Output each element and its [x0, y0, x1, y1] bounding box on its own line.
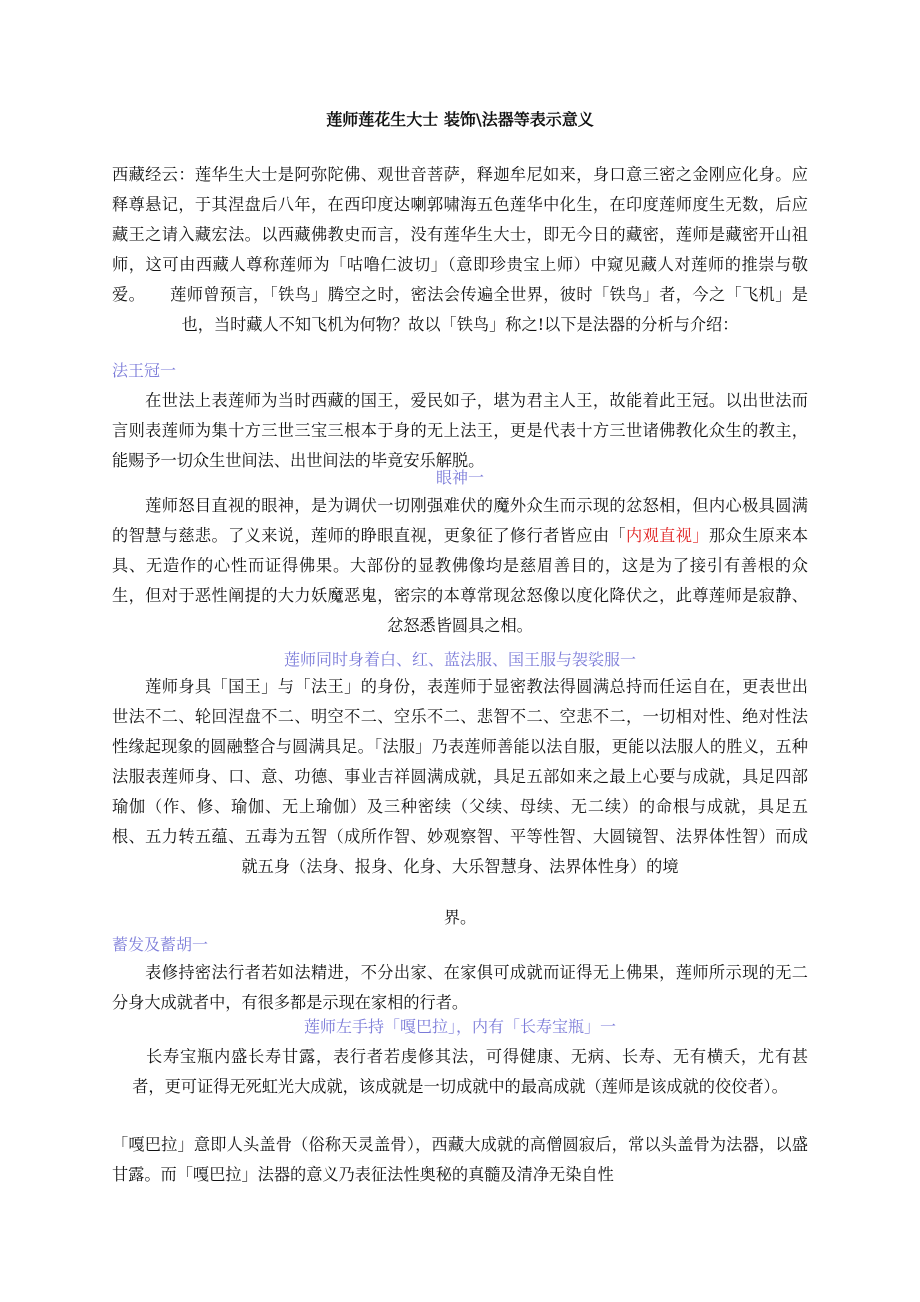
body-text-2: 「嘎巴拉」意即人头盖骨（俗称天灵盖骨），西藏大成就的高僧圆寂后，常以头盖骨为法器，以盛甘露。而「嘎巴拉」法器的意义乃表征法性奥秘的真髓及清净无染自性: [112, 1135, 808, 1184]
section-body-robes-tail: [112, 907, 808, 929]
heading-text: 眼神一: [435, 468, 484, 487]
section-body-robes: [112, 672, 808, 882]
heading-text: 莲师左手持「嘎巴拉」，内有「长寿宝瓶」一: [303, 1017, 616, 1036]
section-heading-crown: [112, 356, 808, 386]
section-body-eyes: [112, 491, 808, 641]
body-text: 长寿宝瓶内盛长寿甘露，表行者若虔修其法，可得健康、无病、长寿、无有横夭，尤有甚者，更可证得无死虹光大成就，该成就是一切成就中的最高成就（莲师是该成就的佼佼者）。: [112, 1047, 808, 1096]
section-heading-robes: [112, 645, 808, 675]
body-text: 莲师身具「国王」与「法王」的身份，表莲师于显密教法得圆满总持而任运自在，更表世出世法不二、轮回涅盘不二、明空不二、空乐不二、悲智不二、空悲不二，一切相对性、绝对性法性缘起现象的圆融整合与圆满具足。「法服」乃表莲师善能以法自服，更能以法服人的胜义，五种法服表莲师身、口、意、功德、事业吉祥圆满成就，具足五部如来之最上心要与成就，具足四部瑜伽（作、修、瑜伽、无上瑜伽）及三种密续（父续、母续、无二续）的命根与成就，具足五根、五力转五蕴、五毒为五智（成所作智、妙观察智、平等性智、大圆镜智、法界体性智）而成就五身（法身、报身、化身、大乐智慧身、法界体性身）的境: [112, 677, 808, 876]
heading-text: 莲师同时身着白、红、蓝法服、国王服与袈裟服一: [283, 650, 636, 669]
section-body-kapala: [112, 1042, 808, 1102]
intro-text: 西藏经云：莲华生大士是阿弥陀佛、观世音菩萨，释迦牟尼如来，身口意三密之金刚应化身。应释尊悬记，于其涅盘后八年，在西印度达喇郭啸海五色莲华中化生，在印度莲师度生无数，后应藏王之请入藏宏法。以西藏佛教史而言，没有莲华生大士，即无今日的藏密，莲师是藏密开山祖师，这可由西藏人尊称莲师为「咕噜仁波切」（意即珍贵宝上师）中窥见藏人对莲师的推崇与敬爱。 莲师曾预言，「铁鸟」腾空之时，密法会传遍全世界，彼时「铁鸟」者，今之「飞机」是也，当时藏人不知飞机为何物？故以「铁鸟」称之!以下是法器的分析与介绍：: [112, 165, 808, 334]
body-text: 在世法上表莲师为当时西藏的国王，爱民如子，堪为君主人王，故能着此王冠。以出世法而言则表莲师为集十方三世三宝三根本于身的无上法王，更是代表十方三世诸佛教化众生的教主，能赐予一切众生世间法、出世间法的毕竟安乐解脱。: [112, 391, 808, 470]
body-text-after: 那众生原来本具、无造作的心性而证得佛果。大部份的显教佛像均是慈眉善目的，这是为了接引有善根的众生，但对于恶性阐提的大力妖魔恶鬼，密宗的本尊常现忿怒像以度化降伏之，此尊莲师是寂静、忿怒悉皆圆具之相。: [112, 526, 809, 635]
section-heading-eyes: [112, 463, 808, 493]
intro-paragraph: [112, 160, 808, 340]
body-text-tail: 界。: [443, 908, 477, 927]
highlight-text: 内观直视」: [626, 526, 709, 545]
section-body-kapala-2: [112, 1130, 808, 1190]
section-heading-hair: [112, 930, 808, 960]
heading-text: 法王冠一: [112, 361, 177, 380]
section-heading-kapala: [112, 1012, 808, 1042]
body-text-before: 莲师怒目直视的眼神，是为调伏一切刚强难伏的魔外众生而示现的忿怒相，但内心极具圆满的智慧与慈悲。了义来说，莲师的睁眼直视，更象征了修行者皆应由「: [112, 496, 808, 545]
heading-text: 蓄发及蓄胡一: [112, 935, 209, 954]
body-text: [112, 491, 808, 641]
section-body-hair: [112, 958, 808, 1018]
document-title: 莲师莲花生大士 装饰\法器等表示意义: [326, 110, 594, 129]
body-text: 表修持密法行者若如法精进，不分出家、在家俱可成就而证得无上佛果，莲师所示现的无二分身大成就者中，有很多都是示现在家相的行者。: [112, 963, 808, 1012]
